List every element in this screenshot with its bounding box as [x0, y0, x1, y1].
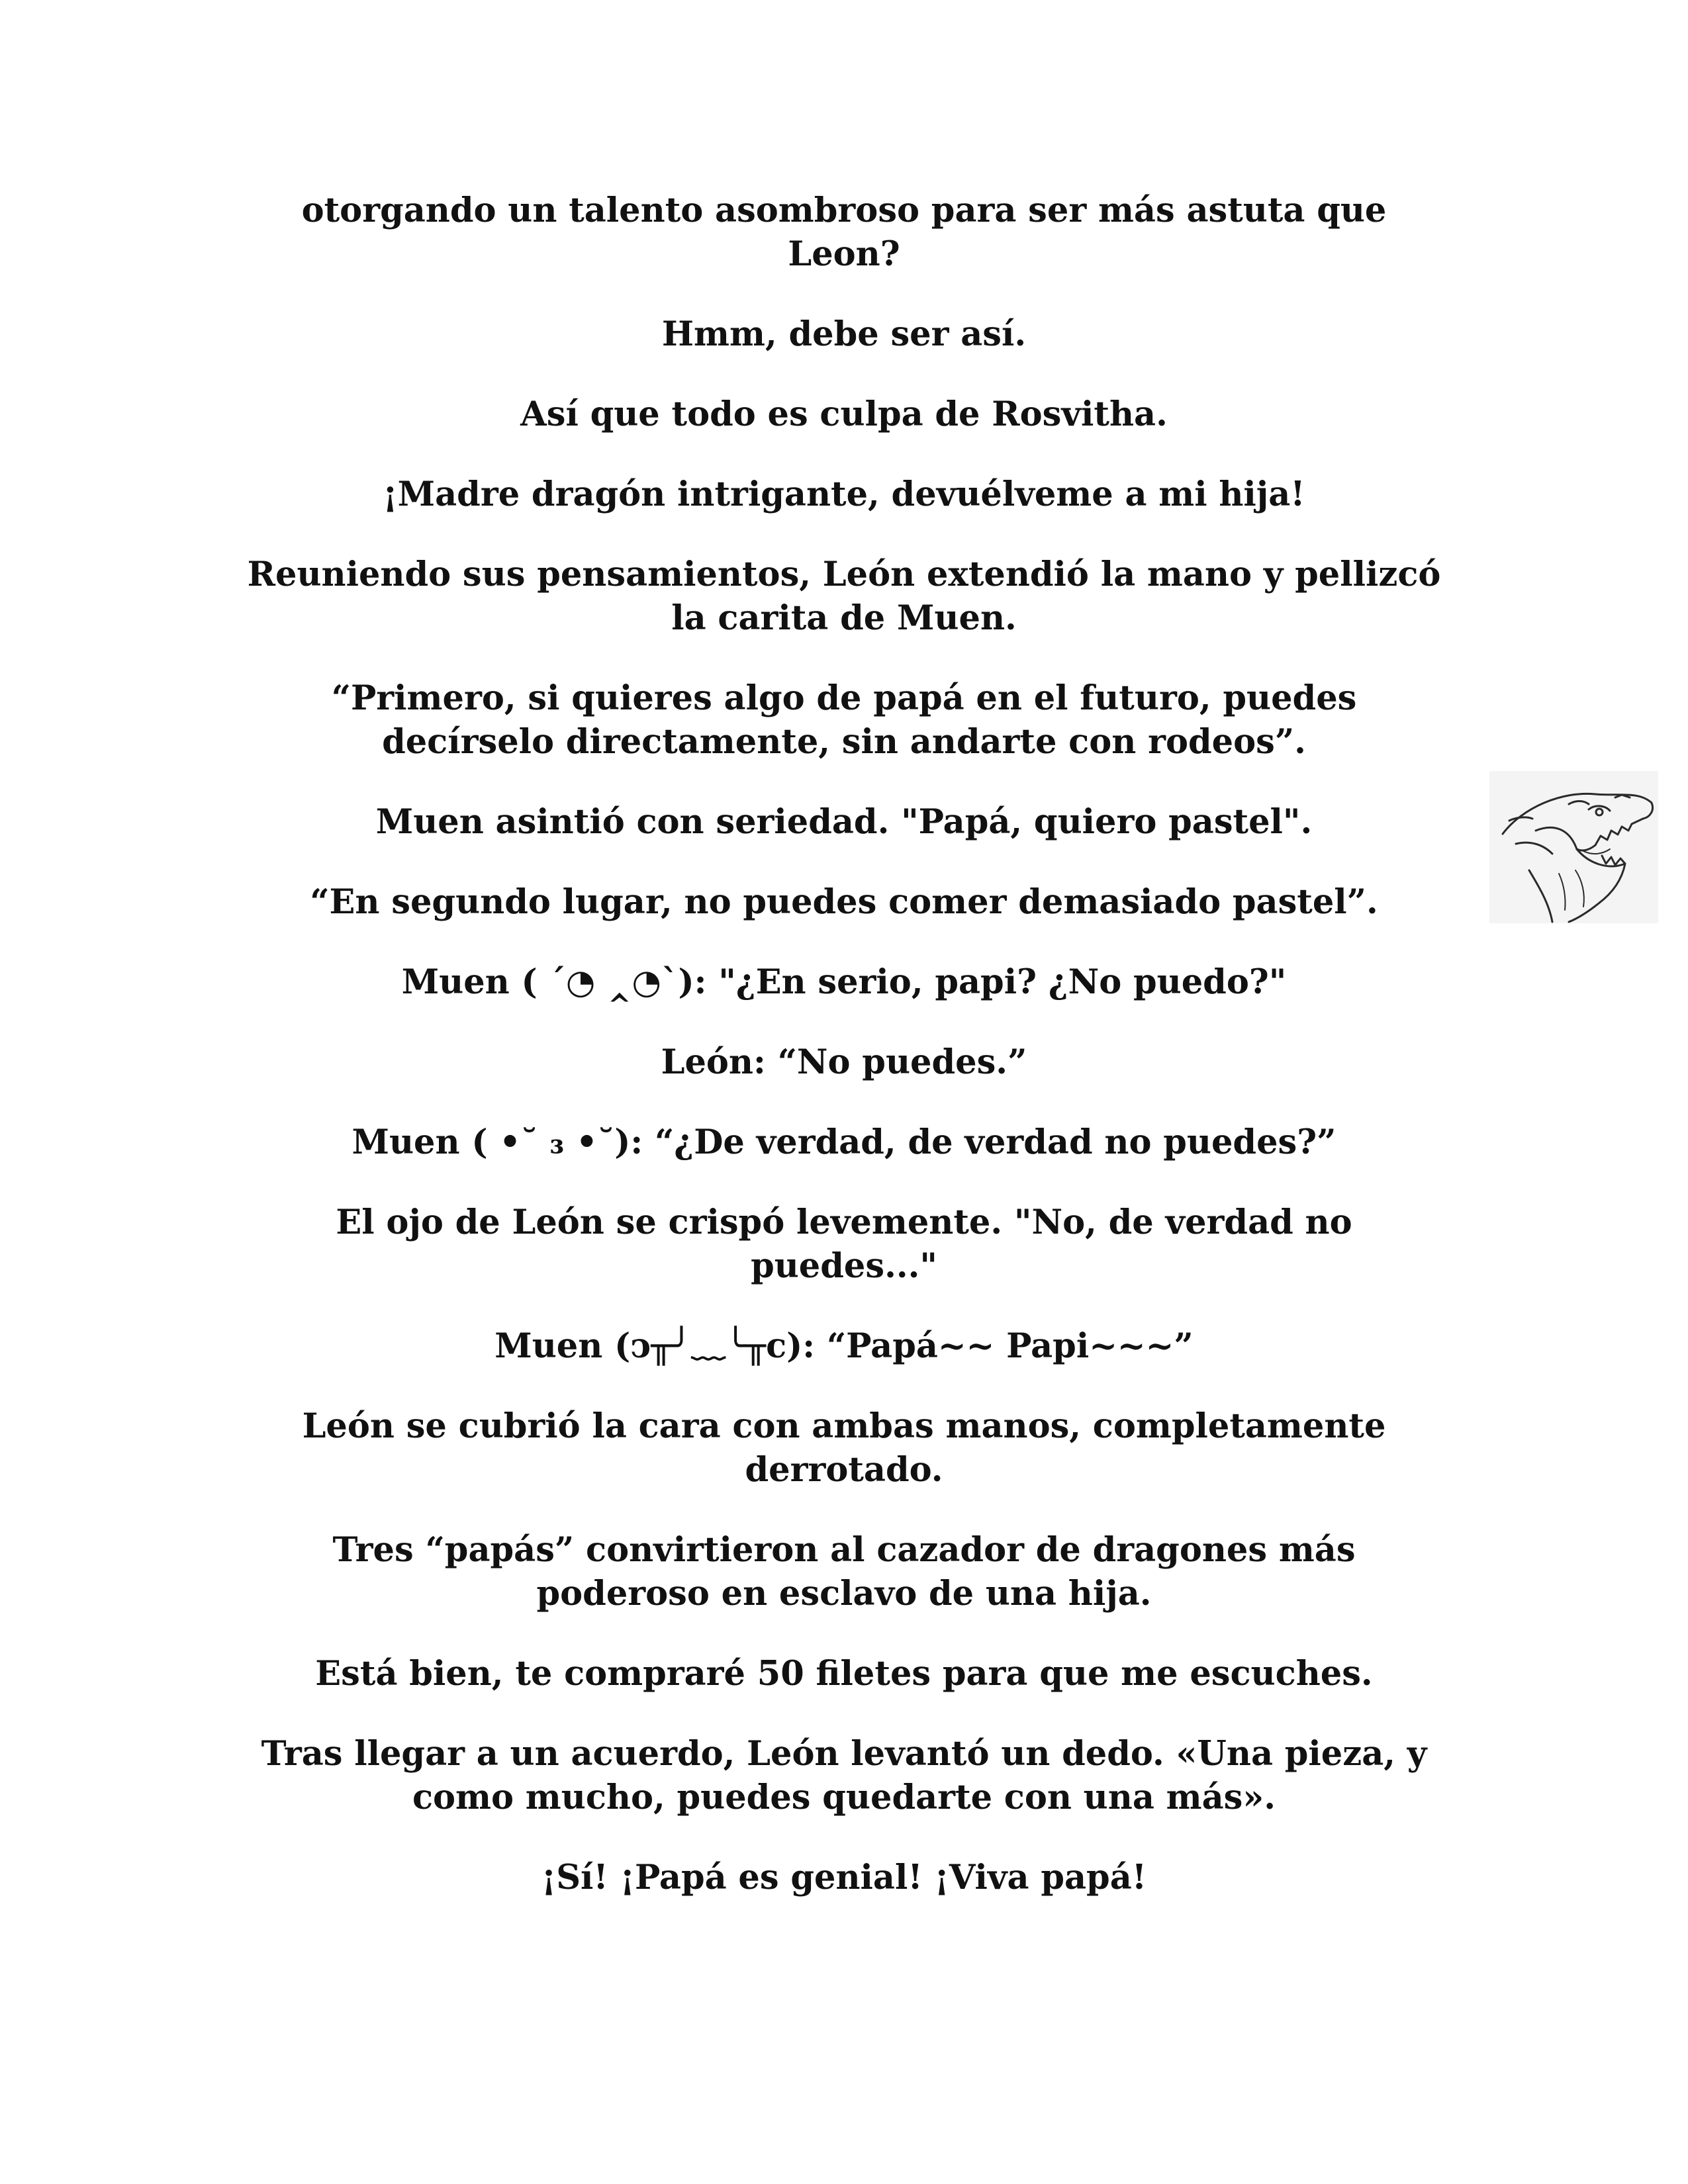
paragraph-16: Está bien, te compraré 50 filetes para que me escuches. — [315, 1654, 1373, 1694]
paragraph-1: otorgando un talento asombroso para ser más astuta que Leon? — [301, 191, 1387, 274]
paragraph-6: “Primero, si quieres algo de papá en el futuro, puedes decírselo directamente, sin andarte con rodeos”. — [331, 678, 1357, 762]
paragraph-5: Reuniendo sus pensamientos, León extendió la mano y pellizcó la carita de Muen. — [247, 555, 1441, 638]
paragraph-11: Muen ( •˘ ₃ •˘): “¿De verdad, de verdad no puedes?” — [352, 1122, 1336, 1162]
paragraph-2: Hmm, debe ser así. — [661, 314, 1027, 354]
paragraph-4: ¡Madre dragón intrigante, devuélveme a mi hija! — [383, 475, 1305, 514]
paragraph-8: “En segundo lugar, no puedes comer demasiado pastel”. — [310, 882, 1378, 922]
dinosaur-head-drawing — [1489, 771, 1658, 923]
paragraph-13: Muen (ↄ╥╯﹏╰╥c): “Papá~~ Papi~~~” — [494, 1326, 1194, 1366]
paragraph-14: León se cubrió la cara con ambas manos, completamente derrotado. — [302, 1406, 1386, 1490]
paragraph-18: ¡Sí! ¡Papá es genial! ¡Viva papá! — [541, 1858, 1147, 1897]
paragraph-10: León: “No puedes.” — [661, 1042, 1027, 1082]
paragraph-7: Muen asintió con seriedad. "Papá, quiero pastel". — [375, 802, 1313, 842]
story-text — [218, 189, 1470, 1899]
paragraph-15: Tres “papás” convirtieron al cazador de dragones más poderoso en esclavo de una hija. — [332, 1530, 1356, 1614]
paragraph-3: Así que todo es culpa de Rosvitha. — [520, 394, 1168, 434]
paragraph-9: Muen ( ´◔ ‸◔`): "¿En serio, papi? ¿No puedo?" — [401, 962, 1287, 1002]
paragraph-17: Tras llegar a un acuerdo, León levantó un dedo. «Una pieza, y como mucho, puedes quedarte con una más». — [261, 1734, 1427, 1817]
dinosaur-head-sketch-icon — [1489, 771, 1658, 923]
paragraph-12: El ojo de León se crispó levemente. "No, de verdad no puedes..." — [336, 1203, 1352, 1286]
